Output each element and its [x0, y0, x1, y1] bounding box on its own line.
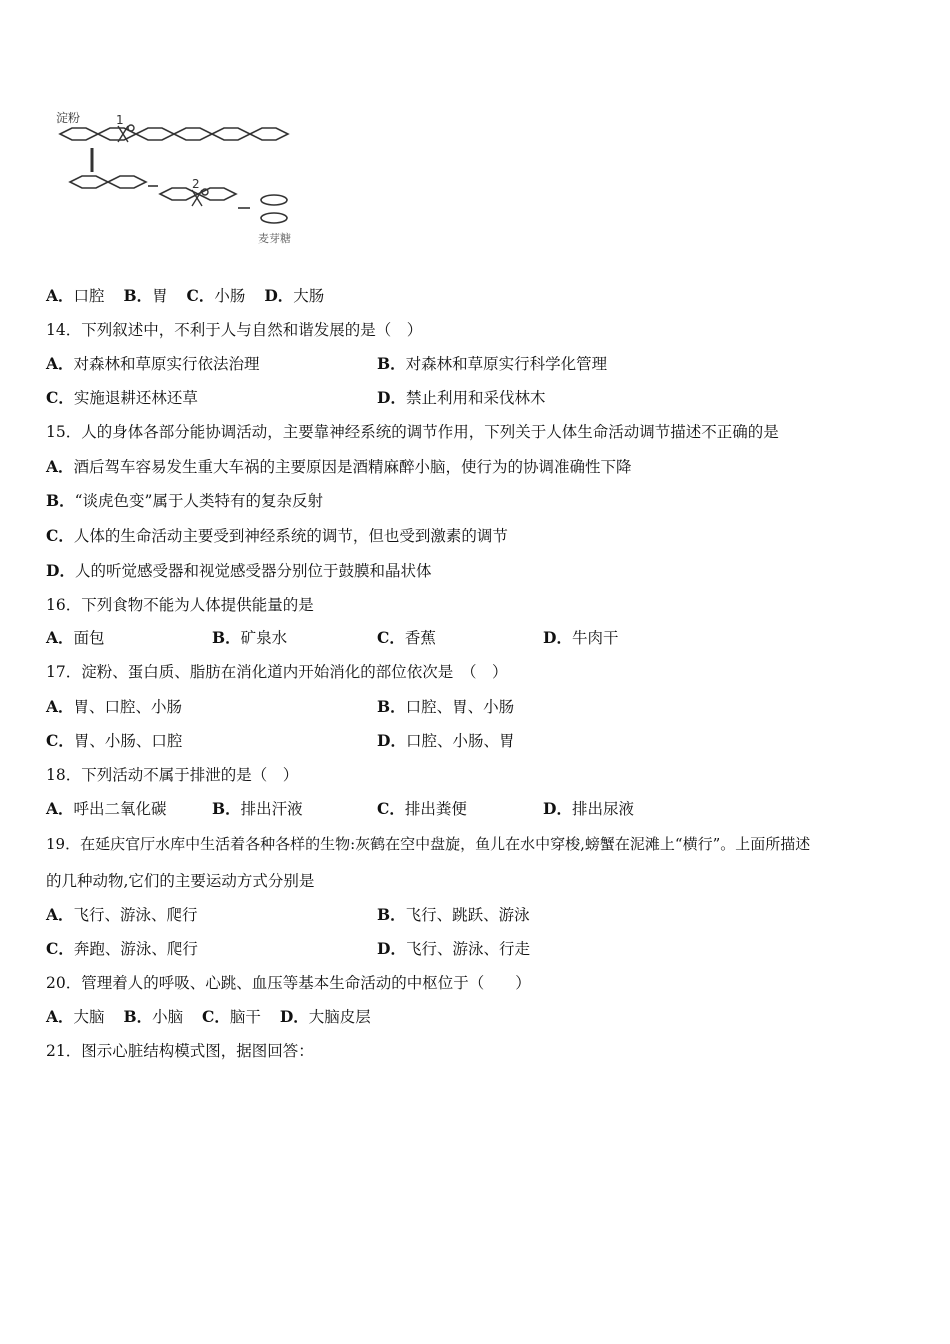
q14-option-a[interactable]: A．对森林和草原实行依法治理 [46, 354, 260, 373]
q13-option-a[interactable]: A．口腔 [46, 286, 105, 305]
q13-options [46, 286, 338, 306]
q17-option-b[interactable]: B．口腔、胃、小肠 [377, 697, 515, 716]
q17-option-c[interactable]: C．胃、小肠、口腔 [46, 731, 183, 750]
starch-chain-top [60, 128, 288, 140]
q20-option-a[interactable]: A．大脑 [46, 1007, 105, 1026]
q15-stem: 15．人的身体各部分能协调活动，主要靠神经系统的调节作用，下列关于人体生命活动调节描述不正确的是 [46, 423, 779, 441]
q13-option-b[interactable]: B．胃 [123, 286, 168, 305]
q16-option-c[interactable]: C．香蕉 [377, 628, 436, 647]
q20-option-b[interactable]: B．小脑 [123, 1007, 184, 1026]
q18-option-d[interactable]: D．排出尿液 [543, 799, 634, 818]
figure-label-product: 麦芽糖 [258, 232, 291, 245]
q16-stem: 16．下列食物不能为人体提供能量的是 [46, 596, 314, 614]
q14-stem: 14．下列叙述中，不利于人与自然和谐发展的是（ ） [46, 321, 423, 339]
q15-option-c[interactable]: C．人体的生命活动主要受到神经系统的调节，但也受到激素的调节 [46, 526, 508, 545]
starch-digestion-figure [52, 108, 302, 250]
q16-option-d[interactable]: D．牛肉干 [543, 628, 619, 647]
q20-stem: 20．管理着人的呼吸、心跳、血压等基本生命活动的中枢位于（ ） [46, 974, 531, 992]
q21-stem: 21．图示心脏结构模式图，据图回答： [46, 1042, 314, 1060]
q20-option-d[interactable]: D．大脑皮层 [279, 1007, 371, 1026]
figure-label-starch: 淀粉 [56, 111, 81, 125]
q20-options [46, 1007, 385, 1027]
q17-option-a[interactable]: A．胃、口腔、小肠 [46, 697, 183, 716]
q13-option-c[interactable]: C．小肠 [186, 286, 246, 305]
q15-option-d[interactable]: D．人的听觉感受器和视觉感受器分别位于鼓膜和晶状体 [46, 561, 432, 580]
q19-stem-line1: 19．在延庆官厅水库中生活着各种各样的生物:灰鹤在空中盘旋，鱼儿在水中穿梭,螃蟹在泥滩上“横行”。上面所描述 [46, 835, 811, 853]
q15-option-b[interactable]: B．“谈虎色变”属于人类特有的复杂反射 [46, 491, 323, 510]
q18-option-c[interactable]: C．排出粪便 [377, 799, 467, 818]
figure-label-num1: 1 [116, 113, 124, 127]
q18-option-b[interactable]: B．排出汗液 [212, 799, 303, 818]
q19-option-a[interactable]: A．飞行、游泳、爬行 [46, 905, 198, 924]
q18-option-a[interactable]: A．呼出二氧化碳 [46, 799, 167, 818]
maltose-units [261, 195, 287, 223]
q16-option-b[interactable]: B．矿泉水 [212, 628, 288, 647]
q19-option-d[interactable]: D．飞行、游泳、行走 [377, 939, 530, 958]
q17-stem: 17．淀粉、蛋白质、脂肪在消化道内开始消化的部位依次是 （ ） [46, 663, 508, 681]
q16-option-a[interactable]: A．面包 [46, 628, 105, 647]
q17-option-d[interactable]: D．口腔、小肠、胃 [377, 731, 515, 750]
q19-stem-line2: 的几种动物,它们的主要运动方式分别是 [46, 872, 315, 890]
q19-option-c[interactable]: C．奔跑、游泳、爬行 [46, 939, 198, 958]
q13-option-d[interactable]: D．大肠 [264, 286, 325, 305]
q14-option-c[interactable]: C．实施退耕还林还草 [46, 388, 198, 407]
q20-option-c[interactable]: C．脑干 [202, 1007, 261, 1026]
q18-stem: 18．下列活动不属于排泄的是（ ） [46, 766, 299, 784]
starch-chain-bottom [70, 176, 250, 208]
figure-label-num2: 2 [192, 177, 200, 191]
q14-option-d[interactable]: D．禁止利用和采伐林木 [377, 388, 546, 407]
q15-option-a[interactable]: A．酒后驾车容易发生重大车祸的主要原因是酒精麻醉小脑，使行为的协调准确性下降 [46, 457, 632, 476]
q19-option-b[interactable]: B．飞行、跳跃、游泳 [377, 905, 530, 924]
q14-option-b[interactable]: B．对森林和草原实行科学化管理 [377, 354, 608, 373]
